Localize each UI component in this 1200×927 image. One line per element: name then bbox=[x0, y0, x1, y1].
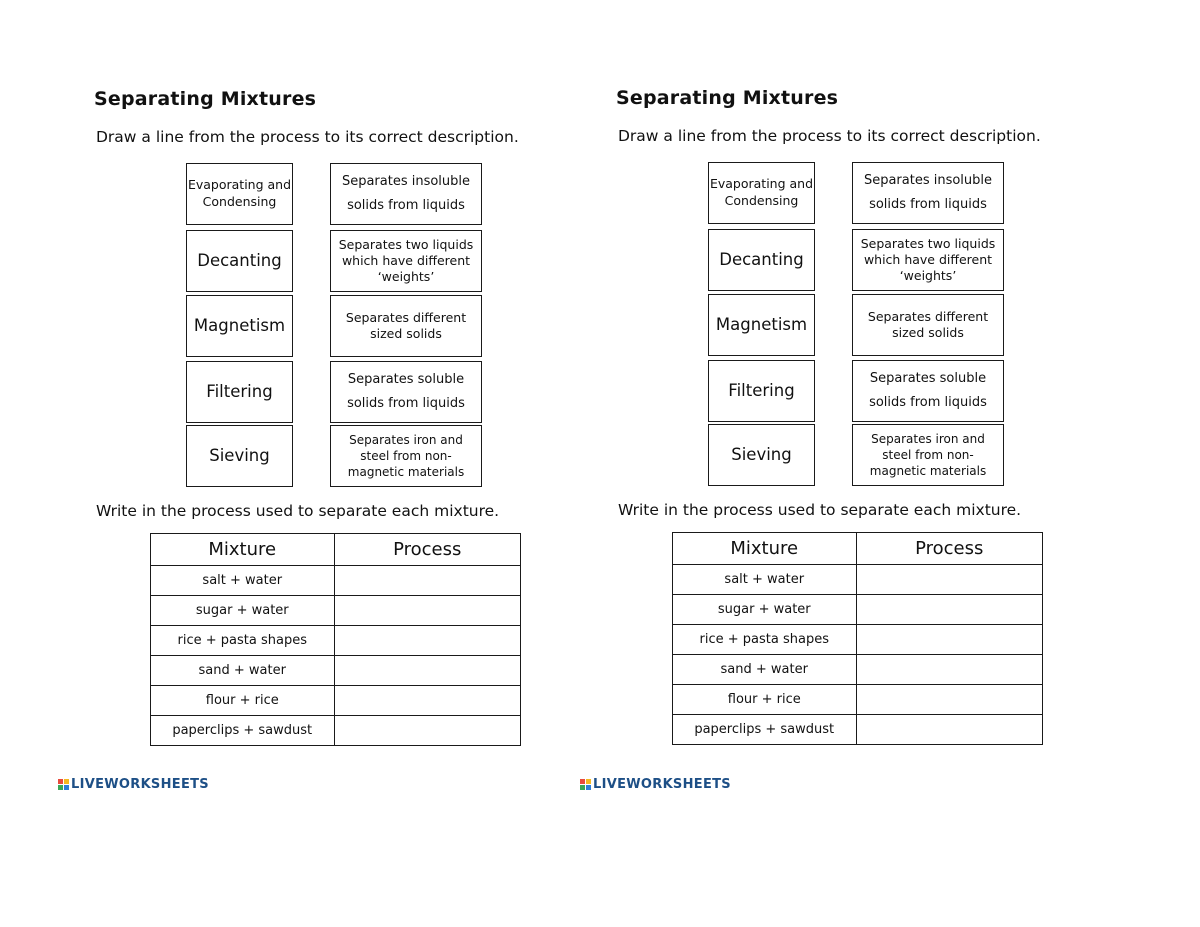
process-answer-field[interactable] bbox=[856, 625, 1043, 655]
process-header: Process bbox=[856, 533, 1043, 565]
description-box-5[interactable]: Separates iron and steel from non-magnetic materials bbox=[330, 425, 482, 487]
process-box-evaporating[interactable]: Evaporating and Condensing bbox=[708, 162, 815, 224]
table-row bbox=[151, 566, 521, 596]
table-row bbox=[673, 625, 1043, 655]
logo-icon bbox=[580, 779, 591, 790]
description-box-2[interactable]: Separates two liquids which have different ‘weights’ bbox=[852, 229, 1004, 291]
table-row bbox=[673, 685, 1043, 715]
mixture-cell: salt + water bbox=[151, 566, 335, 596]
mixture-cell: paperclips + sawdust bbox=[151, 716, 335, 746]
process-answer-field[interactable] bbox=[856, 715, 1043, 745]
description-box-3[interactable]: Separates different sized solids bbox=[330, 295, 482, 357]
process-box-evaporating[interactable]: Evaporating and Condensing bbox=[186, 163, 293, 225]
process-box-filtering[interactable]: Filtering bbox=[186, 361, 293, 423]
mixture-header: Mixture bbox=[673, 533, 857, 565]
process-answer-field[interactable] bbox=[856, 685, 1043, 715]
table-row bbox=[151, 656, 521, 686]
liveworksheets-logo bbox=[580, 777, 731, 792]
table-row bbox=[673, 655, 1043, 685]
process-answer-field[interactable] bbox=[856, 595, 1043, 625]
process-box-sieving[interactable]: Sieving bbox=[186, 425, 293, 487]
process-answer-field[interactable] bbox=[334, 566, 521, 596]
table-row bbox=[151, 716, 521, 746]
mixture-cell: sugar + water bbox=[673, 595, 857, 625]
mixture-cell: sugar + water bbox=[151, 596, 335, 626]
description-box-5[interactable]: Separates iron and steel from non-magnetic materials bbox=[852, 424, 1004, 486]
description-box-1[interactable]: Separates insoluble solids from liquids bbox=[330, 163, 482, 225]
description-box-4[interactable]: Separates soluble solids from liquids bbox=[330, 361, 482, 423]
mixture-process-table bbox=[672, 532, 1043, 745]
process-header: Process bbox=[334, 534, 521, 566]
table-row bbox=[151, 596, 521, 626]
mixture-cell: salt + water bbox=[673, 565, 857, 595]
process-answer-field[interactable] bbox=[856, 565, 1043, 595]
liveworksheets-logo bbox=[58, 777, 209, 792]
logo-text: LIVEWORKSHEETS bbox=[593, 777, 731, 792]
table-instruction: Write in the process used to separate each mixture. bbox=[96, 502, 500, 520]
process-box-decanting[interactable]: Decanting bbox=[708, 229, 815, 291]
process-box-filtering[interactable]: Filtering bbox=[708, 360, 815, 422]
description-box-4[interactable]: Separates soluble solids from liquids bbox=[852, 360, 1004, 422]
worksheet-right bbox=[522, 0, 1042, 820]
matching-instruction: Draw a line from the process to its correct description. bbox=[618, 127, 1041, 145]
process-answer-field[interactable] bbox=[334, 686, 521, 716]
table-instruction: Write in the process used to separate each mixture. bbox=[618, 501, 1022, 519]
description-box-3[interactable]: Separates different sized solids bbox=[852, 294, 1004, 356]
mixture-cell: sand + water bbox=[673, 655, 857, 685]
process-answer-field[interactable] bbox=[334, 716, 521, 746]
matching-instruction: Draw a line from the process to its correct description. bbox=[96, 128, 519, 146]
process-answer-field[interactable] bbox=[334, 596, 521, 626]
table-row bbox=[673, 565, 1043, 595]
mixture-header: Mixture bbox=[151, 534, 335, 566]
process-box-sieving[interactable]: Sieving bbox=[708, 424, 815, 486]
worksheet-left bbox=[0, 0, 520, 820]
worksheet-title: Separating Mixtures bbox=[94, 88, 317, 110]
description-box-2[interactable]: Separates two liquids which have different ‘weights’ bbox=[330, 230, 482, 292]
mixture-cell: rice + pasta shapes bbox=[151, 626, 335, 656]
table-row bbox=[673, 715, 1043, 745]
table-row bbox=[151, 626, 521, 656]
mixture-cell: flour + rice bbox=[673, 685, 857, 715]
process-box-decanting[interactable]: Decanting bbox=[186, 230, 293, 292]
process-box-magnetism[interactable]: Magnetism bbox=[186, 295, 293, 357]
logo-icon bbox=[58, 779, 69, 790]
process-answer-field[interactable] bbox=[856, 655, 1043, 685]
process-box-magnetism[interactable]: Magnetism bbox=[708, 294, 815, 356]
logo-text: LIVEWORKSHEETS bbox=[71, 777, 209, 792]
process-answer-field[interactable] bbox=[334, 626, 521, 656]
mixture-cell: sand + water bbox=[151, 656, 335, 686]
description-box-1[interactable]: Separates insoluble solids from liquids bbox=[852, 162, 1004, 224]
process-answer-field[interactable] bbox=[334, 656, 521, 686]
table-row bbox=[151, 686, 521, 716]
worksheet-title: Separating Mixtures bbox=[616, 87, 839, 109]
mixture-cell: flour + rice bbox=[151, 686, 335, 716]
mixture-cell: paperclips + sawdust bbox=[673, 715, 857, 745]
mixture-process-table bbox=[150, 533, 521, 746]
table-row bbox=[673, 595, 1043, 625]
mixture-cell: rice + pasta shapes bbox=[673, 625, 857, 655]
